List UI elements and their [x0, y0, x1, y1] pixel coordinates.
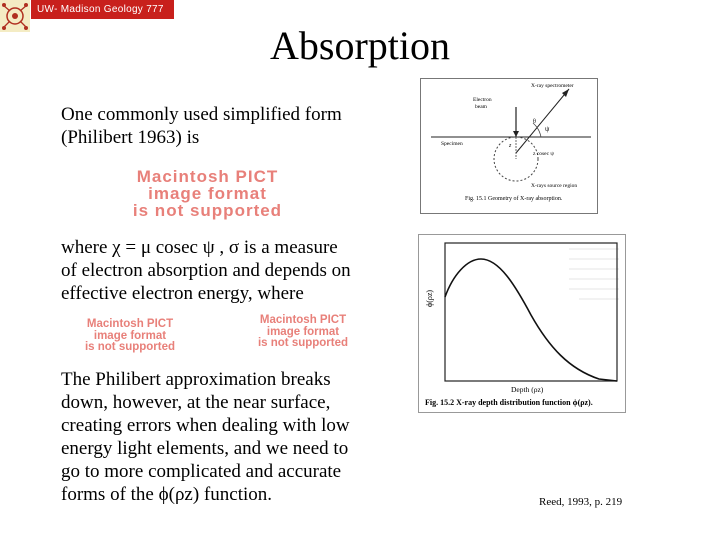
- paragraph-line: of electron absorption and depends on: [61, 260, 351, 281]
- paragraph-line: forms of the ϕ(ρz) function.: [61, 484, 273, 505]
- paragraph-line: The Philibert approximation breaks: [61, 369, 331, 390]
- paragraph-line: go to more complicated and accurate: [61, 461, 342, 482]
- pict-line: Macintosh PICT: [136, 167, 279, 186]
- pict-line: is not supported: [257, 337, 349, 349]
- paragraph-line: creating errors when dealing with low: [61, 415, 350, 436]
- figure-depth-distribution: [418, 234, 626, 413]
- pict-placeholder-sigma: [60, 319, 200, 354]
- paragraph-line: down, however, at the near surface,: [61, 392, 331, 413]
- paragraph-limitations: [61, 368, 350, 506]
- label-cosec: z cosec ψ: [533, 151, 554, 157]
- figure-caption: Fig. 15.1 Geometry of X-ray absorption.: [465, 196, 563, 202]
- pict-line: Macintosh PICT: [86, 318, 174, 330]
- pict-line: is not supported: [132, 201, 283, 220]
- slide-title: Absorption: [270, 23, 450, 68]
- label-specimen: Specimen: [441, 141, 463, 147]
- label-z: z: [509, 143, 512, 149]
- x-axis-label: Depth (ρz): [511, 385, 544, 394]
- pict-line: image format: [266, 325, 340, 338]
- course-banner: UW- Madison Geology 777: [31, 0, 174, 19]
- paragraph-line: One commonly used simplified form: [61, 104, 342, 125]
- pict-placeholder-equation: [55, 168, 360, 219]
- paragraph-line: effective electron energy, where: [61, 283, 304, 304]
- paragraph-definition: [61, 236, 351, 305]
- label-source-region: X-rays source region: [531, 183, 578, 189]
- pict-line: Macintosh PICT: [259, 314, 347, 326]
- pict-placeholder-energy: [237, 315, 369, 350]
- paragraph-intro: [61, 103, 342, 149]
- paragraph-line: where χ = μ cosec ψ , σ is a measure: [61, 237, 338, 258]
- pict-line: image format: [148, 184, 267, 203]
- citation: Reed, 1993, p. 219: [539, 496, 623, 508]
- label-spectrometer: X-ray spectrometer: [531, 83, 574, 89]
- label-theta: θ: [533, 119, 536, 125]
- paragraph-line: (Philibert 1963) is: [61, 127, 200, 148]
- label-psi: ψ: [545, 125, 550, 133]
- figure-caption: Fig. 15.2 X-ray depth distribution function ϕ(ρz).: [425, 398, 593, 407]
- paragraph-line: energy light elements, and we need to: [61, 438, 349, 459]
- y-axis-label: ϕ(ρz): [425, 289, 434, 307]
- pict-line: image format: [93, 329, 167, 342]
- figure-absorption-geometry: [420, 78, 598, 214]
- label-beam: beam: [475, 104, 487, 110]
- label-electron: Electron: [473, 97, 492, 103]
- pict-line: is not supported: [84, 341, 176, 353]
